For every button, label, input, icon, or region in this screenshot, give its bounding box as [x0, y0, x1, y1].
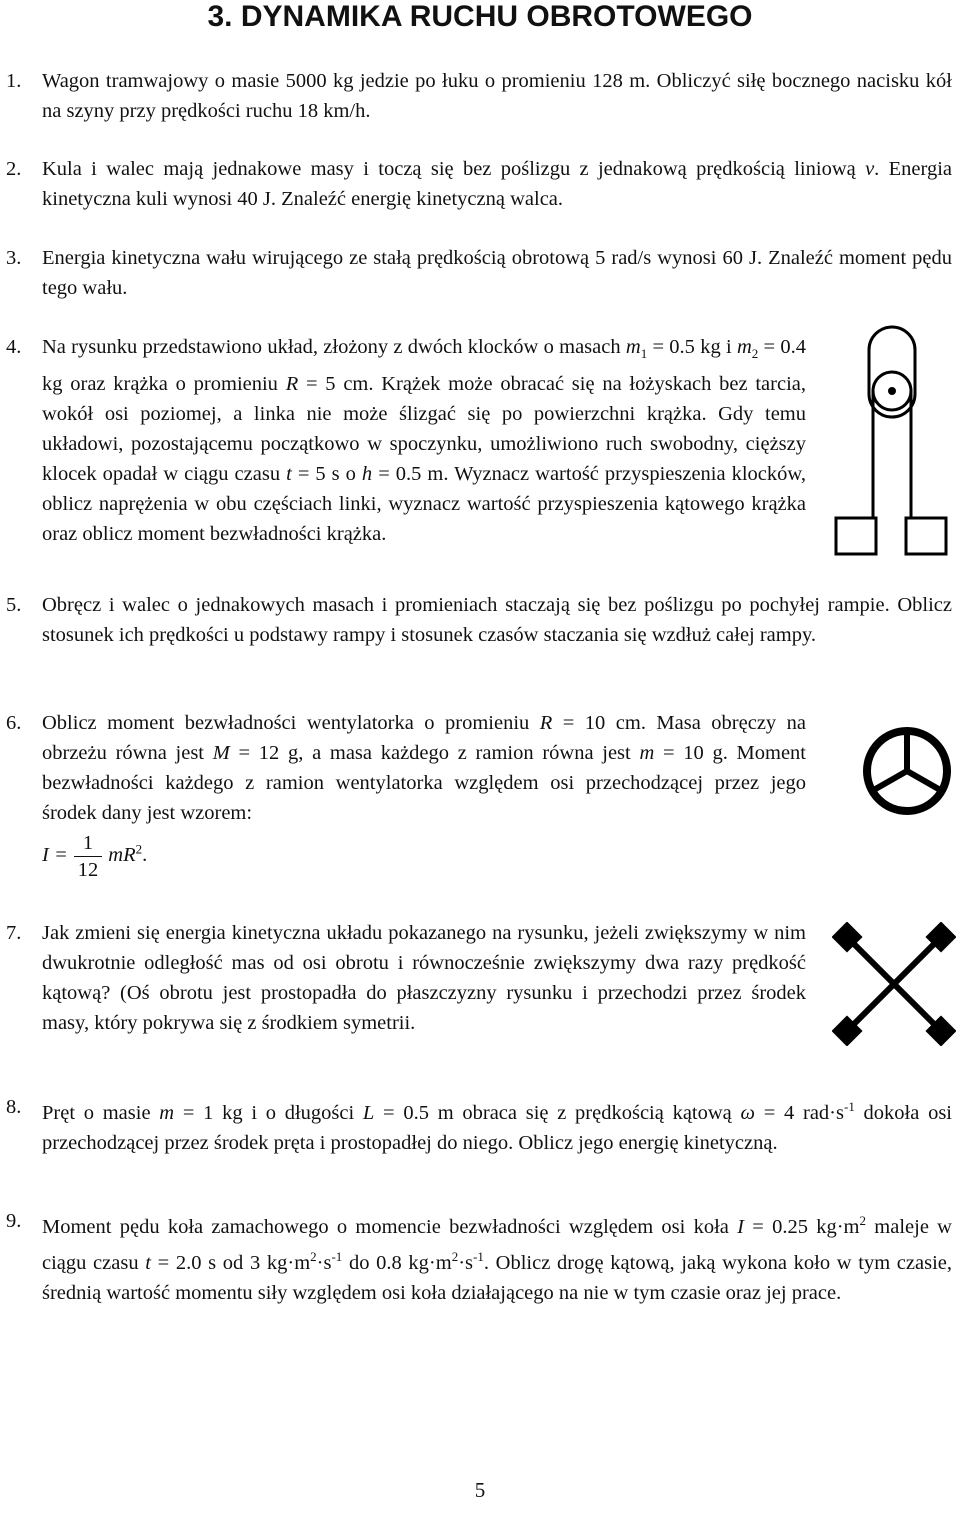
problem-9 — [6, 1206, 952, 1308]
problem-text: Na rysunku przedstawiono układ, złożony z dwóch klocków o masach $m_1 = 0.5$ kg i $m_2 = 0.4$ kg oraz krążka o promieniu R = 5 cm. Krążek może obracać się na łożyskach bez tarcia, wokół osi poziomej, a linka nie może ślizgać się po powierzchni krążka. Gdy temu układowi, pozostającemu początkowo w spoczynku, umożliwiono ruch swobodny, cięższy klocek opadał w ciągu czasu t = 5 s o h = 0.5 m. Wyznacz wartość przyspieszenia klocków, oblicz naprężenia w obu częściach linki, wyznacz wartość przyspieszenia kątowego krążka oraz oblicz moment bezwładności krążka. — [42, 336, 807, 546]
problem-text: Energia kinetyczna wału wirującego ze stałą prędkością obrotową 5 rad/s wynosi 60 J. Znaleźć moment pędu tego wału. — [42, 247, 952, 299]
problem-number: 8. — [6, 1096, 22, 1118]
problem-number: 4. — [6, 336, 22, 358]
problem-5 — [6, 590, 952, 650]
problem-text: Kula i walec mają jednakowe masy i toczą się bez poślizgu z jednakową prędkością liniową v. Energia kinetyczna kuli wynosi 40 J. Znaleźć energię kinetyczną walca. — [42, 158, 953, 210]
problem-number: 7. — [6, 922, 22, 944]
problem-1 — [6, 66, 952, 126]
problem-number: 1. — [6, 70, 22, 92]
problem-2 — [6, 154, 952, 214]
problem-number: 3. — [6, 247, 22, 269]
block-left — [836, 518, 876, 554]
page-number: 5 — [474, 1478, 486, 1502]
problem-text: Oblicz moment bezwładności wentylatorka o promieniu R = 10 cm. Masa obręczy na obrzeżu równa jest M = 12 g, a masa każdego z ramion równa jest m = 10 g. Moment bezwładności każdego z ramion wentylatorka względem osi przechodzącej przez jego środek dany jest wzorem: — [42, 712, 806, 824]
pulley-figure — [826, 322, 956, 562]
problem-7 — [6, 918, 806, 1038]
page-title: 3. DYNAMIKA RUCHU OBROTOWEGO — [207, 0, 753, 33]
fan-spoke-right — [907, 771, 942, 791]
block-right — [906, 518, 946, 554]
pulley-axle — [888, 387, 896, 395]
problem-number: 2. — [6, 158, 22, 180]
problem-4 — [6, 332, 806, 549]
problem-8 — [6, 1092, 952, 1158]
problem-number: 6. — [6, 712, 22, 734]
problem-text: Obręcz i walec o jednakowych masach i promieniach staczają się bez poślizgu po pochyłej rampie. Oblicz stosunek ich prędkości u podstawy rampy i stosunek czasów staczania się wzdłuż całej rampy. — [42, 594, 952, 646]
problem-number: 5. — [6, 594, 22, 616]
problem-text: Moment pędu koła zamachowego o momencie bezwładności względem osi koła I = 0.25 $kg\cdot m^2$ maleje w ciągu czasu t = 2.0 s od 3 $kg\cdot m^2\cdot s^{-1}$ do 0.8 $kg\cdot m^2\cdot s^{-1}$. Oblicz drogę kątową, jaką wykona koło w tym czasie, średnią wartość momentu siły względem osi koła działającego na nie w tym czasie oraz jej prace. — [42, 1213, 952, 1304]
cross-masses-figure — [832, 922, 956, 1046]
problem-3 — [6, 243, 952, 303]
fan-figure — [858, 722, 956, 820]
problem-text: Pręt o masie m = 1 kg i o długości L = 0.5 m obraca się z prędkością kątową ω = 4 $rad\cdot s^{-1}$ dokoła osi przechodzącej przez środek pręta i prostopadłej do niego. Oblicz jego energię kinetyczną. — [42, 1099, 953, 1154]
problem-text: Jak zmieni się energia kinetyczna układu pokazanego na rysunku, jeżeli zwiększymy w nim dwukrotnie odległość mas od osi obrotu i równocześnie zwiększymy dwa razy prędkość kątową? (Oś obrotu jest prostopadła do płaszczyzny rysunku i przechodzi przez środek masy, który pokrywa się z środkiem symetrii. — [42, 922, 806, 1034]
inertia-formula: I = $\frac{1}{12}$ $mR^2$. — [42, 832, 148, 881]
problem-number: 9. — [6, 1210, 22, 1232]
problem-6 — [6, 708, 806, 883]
fan-spoke-left — [872, 771, 907, 791]
problem-text: Wagon tramwajowy o masie 5000 kg jedzie po łuku o promieniu 128 m. Obliczyć siłę bocznego nacisku kół na szyny przy prędkości ruchu 18 km/h. — [42, 70, 952, 122]
